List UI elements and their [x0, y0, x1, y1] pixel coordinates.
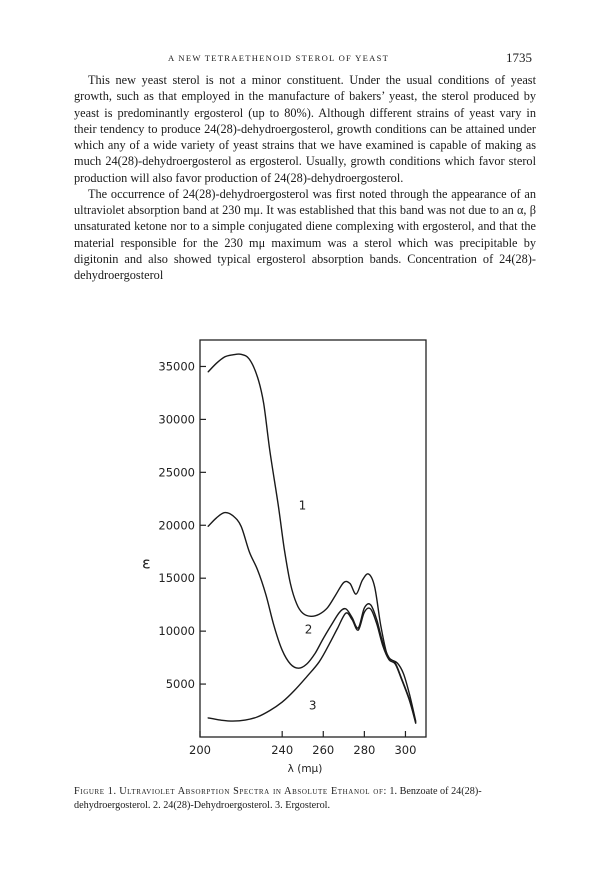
x-tick-label: 280 [353, 743, 376, 757]
figure-1 [140, 330, 470, 780]
x-axis-label: λ (mμ) [287, 763, 323, 775]
series-label-1: 1 [298, 498, 307, 513]
page-number: 1735 [506, 50, 532, 65]
y-tick-label: 20000 [158, 518, 195, 533]
x-tick-label: 260 [312, 743, 335, 757]
y-tick-label: 30000 [158, 412, 195, 427]
series-label-3: 3 [308, 698, 317, 713]
paragraph: The occurrence of 24(28)-dehydroergosterol was first noted through the appearance of an ultraviolet absorption band at 230 mμ. It was established that this band was not due to an α, β unsaturated ketone nor to a simple conjugated diene complexing with ergosterol, and that the material responsible for the 230 mμ maximum was a sterol which was precipitable by digitonin and also showed typical ergosterol absorption bands. Concentration of 24(28)-dehydroergosterol [74, 186, 536, 282]
y-tick-label: 10000 [158, 624, 195, 639]
series-line-2 [208, 513, 416, 723]
y-tick-label: 25000 [158, 465, 195, 480]
y-tick-label: 15000 [158, 571, 195, 586]
paragraph: This new yeast sterol is not a minor constituent. Under the usual conditions of yeast growth, such as that employed in the manufacture of bakers’ yeast, the sterol produced by yeast is predominantly ergosterol (up to 80%). Although different strains of yeast vary in their tendency to produce 24(28)-dehydroergosterol, growth conditions can be attained under which any of a wide variety of yeast strains that we have examined is capable of making as much 24(28)-dehydroergosterol as ergosterol. Usually, growth conditions which favor sterol production will also favor production of 24(28)-dehydroergosterol. [74, 73, 536, 185]
body-text [74, 72, 536, 283]
y-tick-label: 35000 [158, 359, 195, 374]
x-tick-label: 300 [394, 743, 417, 757]
caption-label: Figure 1. [74, 786, 117, 797]
series-line-1 [208, 354, 416, 721]
x-tick-label: 200 [189, 743, 211, 757]
plot-frame [200, 340, 426, 737]
series-label-2: 2 [304, 622, 313, 637]
absorption-spectra-chart [140, 330, 470, 780]
figure-caption [74, 785, 536, 813]
y-tick-label: 5000 [165, 677, 195, 692]
caption-title: Ultraviolet Absorption Spectra in Absolute Ethanol of: [119, 786, 387, 797]
caption-rest: 1. Benzoate of 24(28)-dehydroergosterol. 2. 24(28)-Dehydroergosterol. 3. Ergosterol. [74, 786, 482, 811]
running-head-title: A NEW TETRAETHENOID STEROL OF YEAST [168, 53, 390, 63]
x-tick-label: 240 [271, 743, 294, 757]
running-head [72, 50, 534, 68]
y-axis-label: ε [142, 553, 151, 573]
